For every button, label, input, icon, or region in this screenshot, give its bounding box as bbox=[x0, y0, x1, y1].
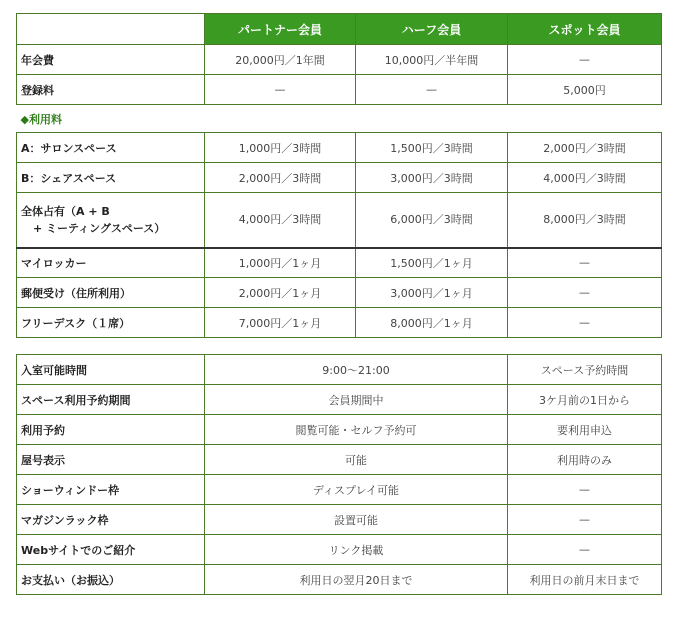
pricing-container bbox=[16, 13, 661, 595]
table-row bbox=[17, 475, 662, 505]
header-row bbox=[17, 14, 662, 45]
partner-cell: 7,000円／1ヶ月 bbox=[205, 308, 356, 338]
row-label: マイロッカー bbox=[17, 248, 205, 278]
spot-cell: — bbox=[508, 308, 662, 338]
spot-cell: 利用時のみ bbox=[508, 445, 662, 475]
spot-cell: — bbox=[508, 248, 662, 278]
table-row bbox=[17, 45, 662, 75]
spot-cell: — bbox=[508, 45, 662, 75]
row-label: 入室可能時間 bbox=[17, 355, 205, 385]
row-label: 屋号表示 bbox=[17, 445, 205, 475]
member-cell: 会員期間中 bbox=[205, 385, 508, 415]
table-row bbox=[17, 248, 662, 278]
partner-cell: — bbox=[205, 75, 356, 105]
section-row bbox=[17, 105, 662, 133]
member-cell: 設置可能 bbox=[205, 505, 508, 535]
row-label: 登録料 bbox=[17, 75, 205, 105]
table-row bbox=[17, 278, 662, 308]
spot-cell: 4,000円／3時間 bbox=[508, 163, 662, 193]
row-label: マガジンラック枠 bbox=[17, 505, 205, 535]
table-row bbox=[17, 445, 662, 475]
spot-cell: 5,000円 bbox=[508, 75, 662, 105]
table-row bbox=[17, 308, 662, 338]
row-label: Webサイトでのご紹介 bbox=[17, 535, 205, 565]
half-cell: 1,500円／1ヶ月 bbox=[356, 248, 508, 278]
spot-cell: — bbox=[508, 278, 662, 308]
table-row bbox=[17, 355, 662, 385]
table-row bbox=[17, 505, 662, 535]
half-cell: 6,000円／3時間 bbox=[356, 193, 508, 248]
table-row bbox=[17, 193, 662, 248]
spot-cell: 要利用申込 bbox=[508, 415, 662, 445]
row-label: お支払い（お振込） bbox=[17, 565, 205, 595]
spot-cell: 8,000円／3時間 bbox=[508, 193, 662, 248]
membership-fee-table bbox=[16, 13, 662, 338]
member-cell: リンク掲載 bbox=[205, 535, 508, 565]
header-partner: パートナー会員 bbox=[205, 14, 356, 45]
row-label: B：シェアスペース bbox=[17, 163, 205, 193]
member-cell: ディスプレイ可能 bbox=[205, 475, 508, 505]
spot-cell: — bbox=[508, 475, 662, 505]
row-label: 利用予約 bbox=[17, 415, 205, 445]
row-label: ショーウィンドー枠 bbox=[17, 475, 205, 505]
header-blank bbox=[17, 14, 205, 45]
row-label: フリーデスク（１席） bbox=[17, 308, 205, 338]
member-cell: 閲覧可能・セルフ予約可 bbox=[205, 415, 508, 445]
row-label-multiline bbox=[17, 193, 205, 248]
partner-cell: 2,000円／1ヶ月 bbox=[205, 278, 356, 308]
spot-cell: 3ケ月前の1日から bbox=[508, 385, 662, 415]
partner-cell: 2,000円／3時間 bbox=[205, 163, 356, 193]
half-cell: — bbox=[356, 75, 508, 105]
half-cell: 8,000円／1ヶ月 bbox=[356, 308, 508, 338]
table-row bbox=[17, 565, 662, 595]
member-cell: 9:00～21:00 bbox=[205, 355, 508, 385]
partner-cell: 4,000円／3時間 bbox=[205, 193, 356, 248]
membership-benefits-table bbox=[16, 354, 662, 595]
header-half: ハーフ会員 bbox=[356, 14, 508, 45]
section-label-usage: ◆利用料 bbox=[17, 105, 662, 133]
spot-cell: スペース予約時間 bbox=[508, 355, 662, 385]
table-row bbox=[17, 75, 662, 105]
table-row bbox=[17, 133, 662, 163]
table-row bbox=[17, 535, 662, 565]
spot-cell: 2,000円／3時間 bbox=[508, 133, 662, 163]
half-cell: 3,000円／1ヶ月 bbox=[356, 278, 508, 308]
row-label-line1: 全体占有（A + B bbox=[21, 204, 110, 218]
spot-cell: — bbox=[508, 535, 662, 565]
table-row bbox=[17, 385, 662, 415]
row-label: 年会費 bbox=[17, 45, 205, 75]
partner-cell: 20,000円／1年間 bbox=[205, 45, 356, 75]
table-row bbox=[17, 163, 662, 193]
row-label: A：サロンスペース bbox=[17, 133, 205, 163]
spot-cell: 利用日の前月末日まで bbox=[508, 565, 662, 595]
partner-cell: 1,000円／1ヶ月 bbox=[205, 248, 356, 278]
row-label: 郵便受け（住所利用） bbox=[17, 278, 205, 308]
member-cell: 利用日の翌月20日まで bbox=[205, 565, 508, 595]
member-cell: 可能 bbox=[205, 445, 508, 475]
header-spot: スポット会員 bbox=[508, 14, 662, 45]
row-label-line2: + ミーティングスペース） bbox=[33, 221, 166, 235]
spot-cell: — bbox=[508, 505, 662, 535]
table-row bbox=[17, 415, 662, 445]
row-label: スペース利用予約期間 bbox=[17, 385, 205, 415]
half-cell: 10,000円／半年間 bbox=[356, 45, 508, 75]
half-cell: 3,000円／3時間 bbox=[356, 163, 508, 193]
half-cell: 1,500円／3時間 bbox=[356, 133, 508, 163]
partner-cell: 1,000円／3時間 bbox=[205, 133, 356, 163]
